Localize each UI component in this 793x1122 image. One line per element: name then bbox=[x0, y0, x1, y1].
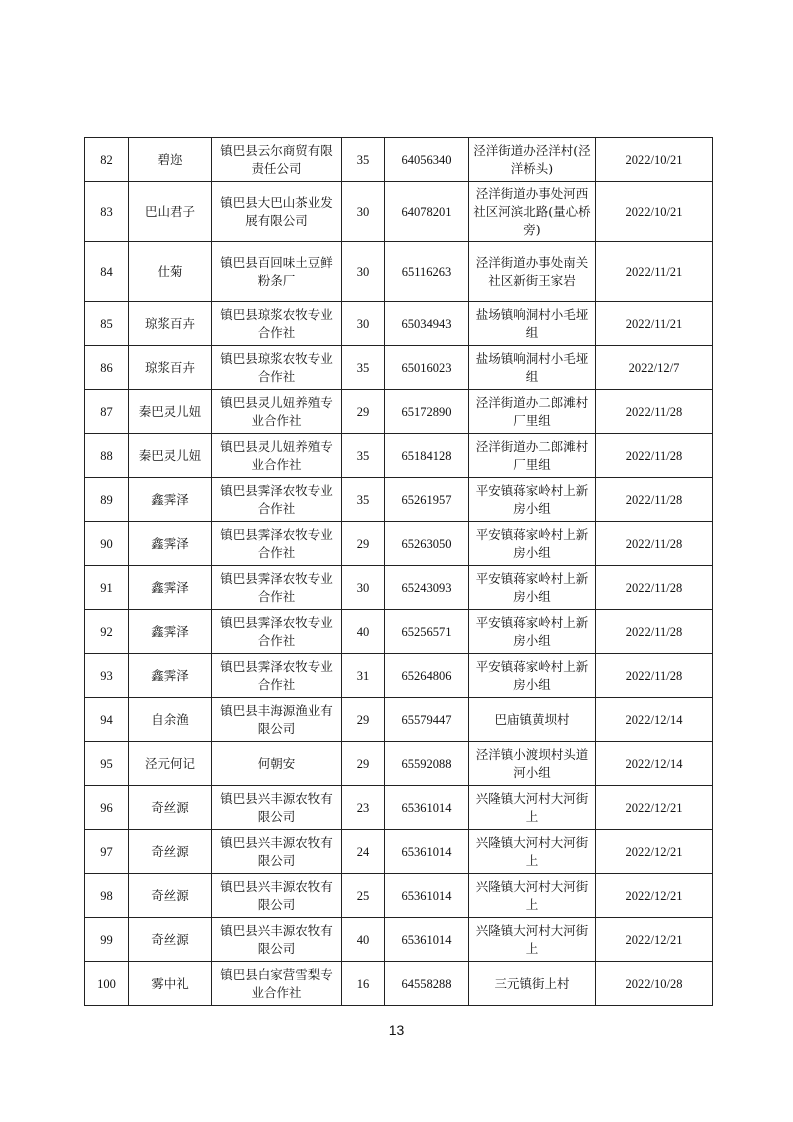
quantity-cell: 29 bbox=[342, 742, 385, 786]
row-number: 88 bbox=[85, 434, 129, 478]
quantity-cell: 31 bbox=[342, 654, 385, 698]
address-cell: 泾洋街道办事处河西社区河滨北路(量心桥旁) bbox=[469, 182, 596, 242]
row-number: 97 bbox=[85, 830, 129, 874]
date-cell: 2022/10/28 bbox=[596, 962, 713, 1006]
code-cell: 64078201 bbox=[385, 182, 469, 242]
address-cell: 兴隆镇大河村大河街上 bbox=[469, 918, 596, 962]
brand-cell: 巴山君子 bbox=[129, 182, 212, 242]
table-row bbox=[85, 302, 713, 346]
code-cell: 64056340 bbox=[385, 138, 469, 182]
quantity-cell: 16 bbox=[342, 962, 385, 1006]
date-cell: 2022/11/28 bbox=[596, 654, 713, 698]
date-cell: 2022/11/28 bbox=[596, 610, 713, 654]
date-cell: 2022/12/14 bbox=[596, 742, 713, 786]
date-cell: 2022/11/28 bbox=[596, 566, 713, 610]
date-cell: 2022/12/21 bbox=[596, 874, 713, 918]
row-number: 94 bbox=[85, 698, 129, 742]
date-cell: 2022/12/21 bbox=[596, 830, 713, 874]
address-cell: 平安镇蒋家岭村上新房小组 bbox=[469, 654, 596, 698]
brand-cell: 泾元何记 bbox=[129, 742, 212, 786]
row-number: 89 bbox=[85, 478, 129, 522]
table-row bbox=[85, 918, 713, 962]
code-cell: 65243093 bbox=[385, 566, 469, 610]
company-cell: 镇巴县大巴山茶业发展有限公司 bbox=[212, 182, 342, 242]
row-number: 98 bbox=[85, 874, 129, 918]
quantity-cell: 35 bbox=[342, 434, 385, 478]
row-number: 99 bbox=[85, 918, 129, 962]
code-cell: 64558288 bbox=[385, 962, 469, 1006]
address-cell: 平安镇蒋家岭村上新房小组 bbox=[469, 522, 596, 566]
table-row bbox=[85, 182, 713, 242]
table-row bbox=[85, 698, 713, 742]
table-row bbox=[85, 434, 713, 478]
quantity-cell: 30 bbox=[342, 182, 385, 242]
row-number: 85 bbox=[85, 302, 129, 346]
row-number: 92 bbox=[85, 610, 129, 654]
table-row bbox=[85, 610, 713, 654]
address-cell: 泾洋镇小渡坝村头道河小组 bbox=[469, 742, 596, 786]
date-cell: 2022/12/7 bbox=[596, 346, 713, 390]
brand-cell: 碧迩 bbox=[129, 138, 212, 182]
brand-cell: 鑫霁泽 bbox=[129, 478, 212, 522]
code-cell: 65172890 bbox=[385, 390, 469, 434]
brand-cell: 鑫霁泽 bbox=[129, 654, 212, 698]
brand-cell: 秦巴灵儿妞 bbox=[129, 390, 212, 434]
date-cell: 2022/11/28 bbox=[596, 434, 713, 478]
code-cell: 65361014 bbox=[385, 786, 469, 830]
company-cell: 镇巴县霁泽农牧专业合作社 bbox=[212, 478, 342, 522]
company-cell: 镇巴县云尔商贸有限责任公司 bbox=[212, 138, 342, 182]
table-row bbox=[85, 742, 713, 786]
table-row bbox=[85, 478, 713, 522]
table-row bbox=[85, 962, 713, 1006]
company-cell: 何朝安 bbox=[212, 742, 342, 786]
code-cell: 65361014 bbox=[385, 918, 469, 962]
quantity-cell: 35 bbox=[342, 346, 385, 390]
quantity-cell: 30 bbox=[342, 302, 385, 346]
date-cell: 2022/12/21 bbox=[596, 918, 713, 962]
row-number: 95 bbox=[85, 742, 129, 786]
table-row bbox=[85, 390, 713, 434]
brand-cell: 琼浆百卉 bbox=[129, 302, 212, 346]
table-row bbox=[85, 522, 713, 566]
address-cell: 盐场镇响洞村小毛垭组 bbox=[469, 302, 596, 346]
table-row bbox=[85, 830, 713, 874]
date-cell: 2022/10/21 bbox=[596, 182, 713, 242]
row-number: 82 bbox=[85, 138, 129, 182]
quantity-cell: 29 bbox=[342, 698, 385, 742]
records-table-body bbox=[85, 138, 713, 1006]
company-cell: 镇巴县兴丰源农牧有限公司 bbox=[212, 786, 342, 830]
company-cell: 镇巴县琼浆农牧专业合作社 bbox=[212, 346, 342, 390]
row-number: 86 bbox=[85, 346, 129, 390]
quantity-cell: 30 bbox=[342, 242, 385, 302]
code-cell: 65579447 bbox=[385, 698, 469, 742]
brand-cell: 奇丝源 bbox=[129, 830, 212, 874]
code-cell: 65184128 bbox=[385, 434, 469, 478]
company-cell: 镇巴县霁泽农牧专业合作社 bbox=[212, 610, 342, 654]
address-cell: 平安镇蒋家岭村上新房小组 bbox=[469, 566, 596, 610]
date-cell: 2022/11/28 bbox=[596, 478, 713, 522]
code-cell: 65116263 bbox=[385, 242, 469, 302]
brand-cell: 琼浆百卉 bbox=[129, 346, 212, 390]
table-row bbox=[85, 138, 713, 182]
brand-cell: 奇丝源 bbox=[129, 918, 212, 962]
table-row bbox=[85, 346, 713, 390]
company-cell: 镇巴县丰海源渔业有限公司 bbox=[212, 698, 342, 742]
address-cell: 兴隆镇大河村大河街上 bbox=[469, 874, 596, 918]
brand-cell: 鑫霁泽 bbox=[129, 610, 212, 654]
quantity-cell: 30 bbox=[342, 566, 385, 610]
date-cell: 2022/11/21 bbox=[596, 302, 713, 346]
quantity-cell: 25 bbox=[342, 874, 385, 918]
brand-cell: 仕菊 bbox=[129, 242, 212, 302]
row-number: 100 bbox=[85, 962, 129, 1006]
brand-cell: 自余渔 bbox=[129, 698, 212, 742]
brand-cell: 奇丝源 bbox=[129, 874, 212, 918]
brand-cell: 鑫霁泽 bbox=[129, 522, 212, 566]
table-row bbox=[85, 242, 713, 302]
address-cell: 三元镇街上村 bbox=[469, 962, 596, 1006]
code-cell: 65263050 bbox=[385, 522, 469, 566]
table-row bbox=[85, 654, 713, 698]
row-number: 87 bbox=[85, 390, 129, 434]
company-cell: 镇巴县兴丰源农牧有限公司 bbox=[212, 830, 342, 874]
quantity-cell: 29 bbox=[342, 390, 385, 434]
table-row bbox=[85, 786, 713, 830]
code-cell: 65264806 bbox=[385, 654, 469, 698]
row-number: 96 bbox=[85, 786, 129, 830]
row-number: 84 bbox=[85, 242, 129, 302]
quantity-cell: 35 bbox=[342, 478, 385, 522]
brand-cell: 鑫霁泽 bbox=[129, 566, 212, 610]
address-cell: 兴隆镇大河村大河街上 bbox=[469, 830, 596, 874]
company-cell: 镇巴县灵儿妞养殖专业合作社 bbox=[212, 434, 342, 478]
quantity-cell: 29 bbox=[342, 522, 385, 566]
company-cell: 镇巴县霁泽农牧专业合作社 bbox=[212, 654, 342, 698]
date-cell: 2022/11/21 bbox=[596, 242, 713, 302]
address-cell: 泾洋街道办二郎滩村厂里组 bbox=[469, 434, 596, 478]
date-cell: 2022/11/28 bbox=[596, 522, 713, 566]
company-cell: 镇巴县百回味土豆鲜粉条厂 bbox=[212, 242, 342, 302]
address-cell: 泾洋街道办泾洋村(泾洋桥头) bbox=[469, 138, 596, 182]
table-row bbox=[85, 874, 713, 918]
address-cell: 盐场镇响洞村小毛垭组 bbox=[469, 346, 596, 390]
brand-cell: 雾中礼 bbox=[129, 962, 212, 1006]
quantity-cell: 23 bbox=[342, 786, 385, 830]
company-cell: 镇巴县琼浆农牧专业合作社 bbox=[212, 302, 342, 346]
page-number: 13 bbox=[388, 1022, 405, 1038]
code-cell: 65256571 bbox=[385, 610, 469, 654]
address-cell: 兴隆镇大河村大河街上 bbox=[469, 786, 596, 830]
code-cell: 65261957 bbox=[385, 478, 469, 522]
company-cell: 镇巴县霁泽农牧专业合作社 bbox=[212, 522, 342, 566]
address-cell: 泾洋街道办事处南关社区新街王家岩 bbox=[469, 242, 596, 302]
company-cell: 镇巴县兴丰源农牧有限公司 bbox=[212, 918, 342, 962]
row-number: 90 bbox=[85, 522, 129, 566]
date-cell: 2022/11/28 bbox=[596, 390, 713, 434]
code-cell: 65592088 bbox=[385, 742, 469, 786]
address-cell: 平安镇蒋家岭村上新房小组 bbox=[469, 478, 596, 522]
company-cell: 镇巴县灵儿妞养殖专业合作社 bbox=[212, 390, 342, 434]
table-row bbox=[85, 566, 713, 610]
address-cell: 泾洋街道办二郎滩村厂里组 bbox=[469, 390, 596, 434]
brand-cell: 奇丝源 bbox=[129, 786, 212, 830]
records-table bbox=[84, 137, 713, 1006]
quantity-cell: 40 bbox=[342, 918, 385, 962]
code-cell: 65361014 bbox=[385, 830, 469, 874]
row-number: 93 bbox=[85, 654, 129, 698]
company-cell: 镇巴县霁泽农牧专业合作社 bbox=[212, 566, 342, 610]
row-number: 91 bbox=[85, 566, 129, 610]
quantity-cell: 24 bbox=[342, 830, 385, 874]
date-cell: 2022/12/14 bbox=[596, 698, 713, 742]
company-cell: 镇巴县白家营雪梨专业合作社 bbox=[212, 962, 342, 1006]
company-cell: 镇巴县兴丰源农牧有限公司 bbox=[212, 874, 342, 918]
code-cell: 65034943 bbox=[385, 302, 469, 346]
date-cell: 2022/10/21 bbox=[596, 138, 713, 182]
date-cell: 2022/12/21 bbox=[596, 786, 713, 830]
row-number: 83 bbox=[85, 182, 129, 242]
quantity-cell: 35 bbox=[342, 138, 385, 182]
code-cell: 65016023 bbox=[385, 346, 469, 390]
brand-cell: 秦巴灵儿妞 bbox=[129, 434, 212, 478]
address-cell: 平安镇蒋家岭村上新房小组 bbox=[469, 610, 596, 654]
address-cell: 巴庙镇黄坝村 bbox=[469, 698, 596, 742]
code-cell: 65361014 bbox=[385, 874, 469, 918]
quantity-cell: 40 bbox=[342, 610, 385, 654]
